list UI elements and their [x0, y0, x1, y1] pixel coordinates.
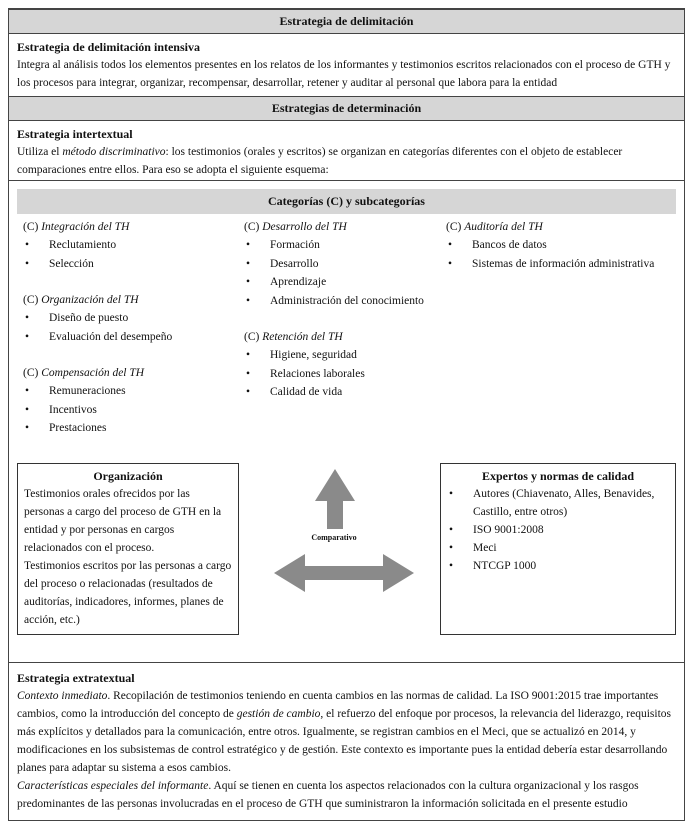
list-item: • Bancos de datos: [446, 236, 682, 255]
intertextual-text: Utiliza el método discriminativo: los testimonios (orales y escritos) se organizan en categorías diferentes con el objeto de establecer comparaciones entre ellos. Para eso se adopta el siguiente esquema:: [17, 146, 623, 176]
extratextual-title: Estrategia extratextual: [17, 671, 135, 685]
arrow-up-icon: [315, 469, 355, 529]
list-item: • Administración del conocimiento: [244, 292, 454, 311]
divider: [9, 662, 684, 663]
categorias-header: Categorías (C) y subcategorías: [17, 189, 676, 214]
expertos-title: Expertos y normas de calidad: [481, 469, 634, 483]
organizacion-oral: Testimonios orales ofrecidos por las personas a cargo del proceso de GTH en la entidad y por personas en cargos relacionados con el proceso.: [24, 488, 222, 554]
category-integracion: (C) Integración del TH • Reclutamiento • Selección: [23, 218, 238, 273]
extratextual-section: [17, 670, 676, 813]
list-item: • Remuneraciones: [23, 382, 238, 401]
intertextual-title: Estrategia intertextual: [17, 127, 133, 141]
list-item: • Meci: [447, 539, 669, 557]
list-item: • Relaciones laborales: [244, 365, 454, 384]
category-retencion: (C) Retención del TH • Higiene, seguridad • Relaciones laborales • Calidad de vida: [244, 328, 454, 402]
category-organizacion: (C) Organización del TH • Diseño de puesto • Evaluación del desempeño: [23, 291, 238, 346]
list-item: • Incentivos: [23, 401, 238, 420]
strategy-table: [8, 8, 685, 821]
comparativo-label: Comparativo: [311, 533, 357, 542]
list-item: • Desarrollo: [244, 255, 454, 274]
intertextual-section: [17, 126, 676, 179]
organizacion-escrito: Testimonios escritos por las personas a cargo del proceso o relacionadas (resultados de auditorías, indicadores, informes, planes de acción, etc.): [24, 560, 232, 626]
list-item: • Higiene, seguridad: [244, 346, 454, 365]
list-item: • Autores (Chiavenato, Alles, Benavides, Castillo, entre otros): [447, 485, 669, 521]
list-item: • Aprendizaje: [244, 273, 454, 292]
category-auditoria: (C) Auditoría del TH • Bancos de datos • Sistemas de información administrativa: [446, 218, 682, 273]
list-item: • Diseño de puesto: [23, 309, 238, 328]
divider: [9, 180, 684, 181]
list-item: • Selección: [23, 255, 238, 274]
organizacion-title: Organización: [93, 469, 163, 483]
organizacion-box: [17, 463, 239, 635]
list-item: • Sistemas de información administrativa: [446, 255, 682, 274]
determinacion-header: Estrategias de determinación: [9, 96, 684, 121]
double-arrow-icon: [274, 554, 414, 592]
list-item: • Reclutamiento: [23, 236, 238, 255]
delimitacion-header: Estrategia de delimitación: [9, 9, 684, 34]
list-item: • Formación: [244, 236, 454, 255]
intensiva-section: [17, 39, 676, 92]
list-item: • NTCGP 1000: [447, 557, 669, 575]
category-desarrollo: (C) Desarrollo del TH • Formación • Desarrollo • Aprendizaje • Administración del conocimiento: [244, 218, 454, 310]
intensiva-title: Estrategia de delimitación intensiva: [17, 40, 200, 54]
list-item: • Prestaciones: [23, 419, 238, 438]
intensiva-text: Integra al análisis todos los elementos presentes en los relatos de los informantes y testimonios escritos relacionados con el proceso de GTH y los procesos para integrar, organizar, recompensar, desarrollar, retener y auditar al personal que labora para la entidad: [17, 59, 671, 89]
list-item: • ISO 9001:2008: [447, 521, 669, 539]
list-item: • Evaluación del desempeño: [23, 328, 238, 347]
contexto-inmediato-text: Contexto inmediato. Recopilación de testimonios teniendo en cuenta cambios en las normas de calidad. La ISO 9001:2015 trae importantes cambios, como la introducción del concepto de gestión de cambio, el refuerzo del enfoque por procesos, la relevancia del liderazgo, requisitos más explícitos y detallados para la comunicación, entre otros. Igualmente, se registran cambios en el Meci, que se actualizó en 2014, y modificaciones en los subsistemas de control estratégico y de gestión. Este contexto es importante pues la entidad debería estar desarrollando planes para adaptar su sistema a esos cambios.: [17, 690, 672, 774]
caracteristicas-informante-text: Características especiales del informante. Aquí se tienen en cuenta los aspectos relacionados con la cultura organizacional y los rasgos predominantes de las personas involucradas en el proceso de GTH que suministraron la información solicitada en el presente estudio: [17, 780, 639, 810]
category-compensacion: (C) Compensación del TH • Remuneraciones • Incentivos • Prestaciones: [23, 364, 238, 438]
expertos-box: [440, 463, 676, 635]
list-item: • Calidad de vida: [244, 383, 454, 402]
